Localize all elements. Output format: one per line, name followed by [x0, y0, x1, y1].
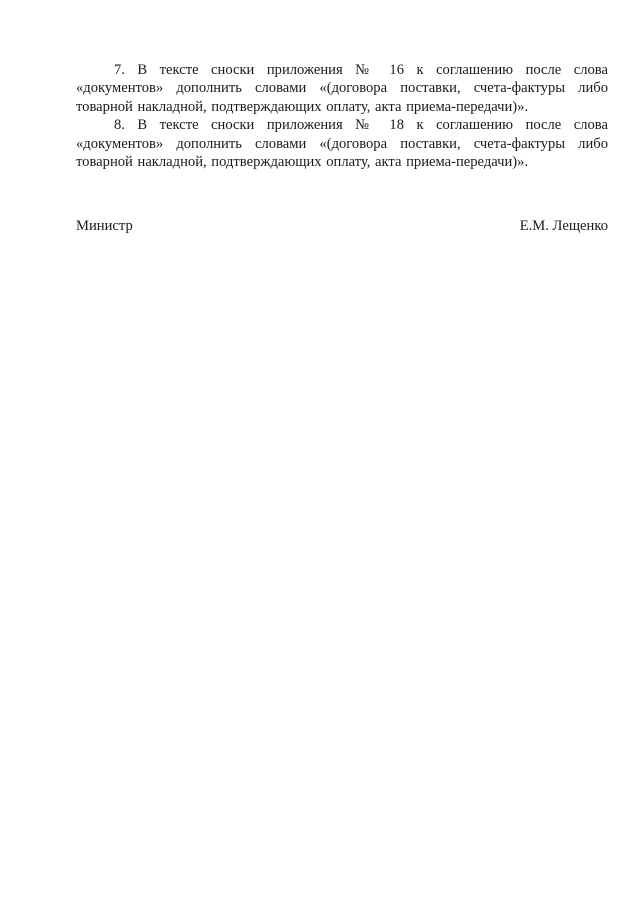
document-body — [76, 61, 608, 171]
signature-block — [76, 217, 608, 237]
paragraph-item-7: 7. В тексте сноски приложения № 16 к соглашению после слова «документов» дополнить словами «(договора поставки, счета-фактуры либо товарной накладной, подтверждающих оплату, акта приема-передачи)». — [76, 62, 608, 115]
paragraph-item-8: 8. В тексте сноски приложения № 18 к соглашению после слова «документов» дополнить словами «(договора поставки, счета-фактуры либо товарной накладной, подтверждающих оплату, акта приема-передачи)». — [76, 117, 608, 171]
signatory-title: Министр — [76, 218, 133, 234]
signatory-name: Е.М. Лещенко — [519, 218, 608, 234]
